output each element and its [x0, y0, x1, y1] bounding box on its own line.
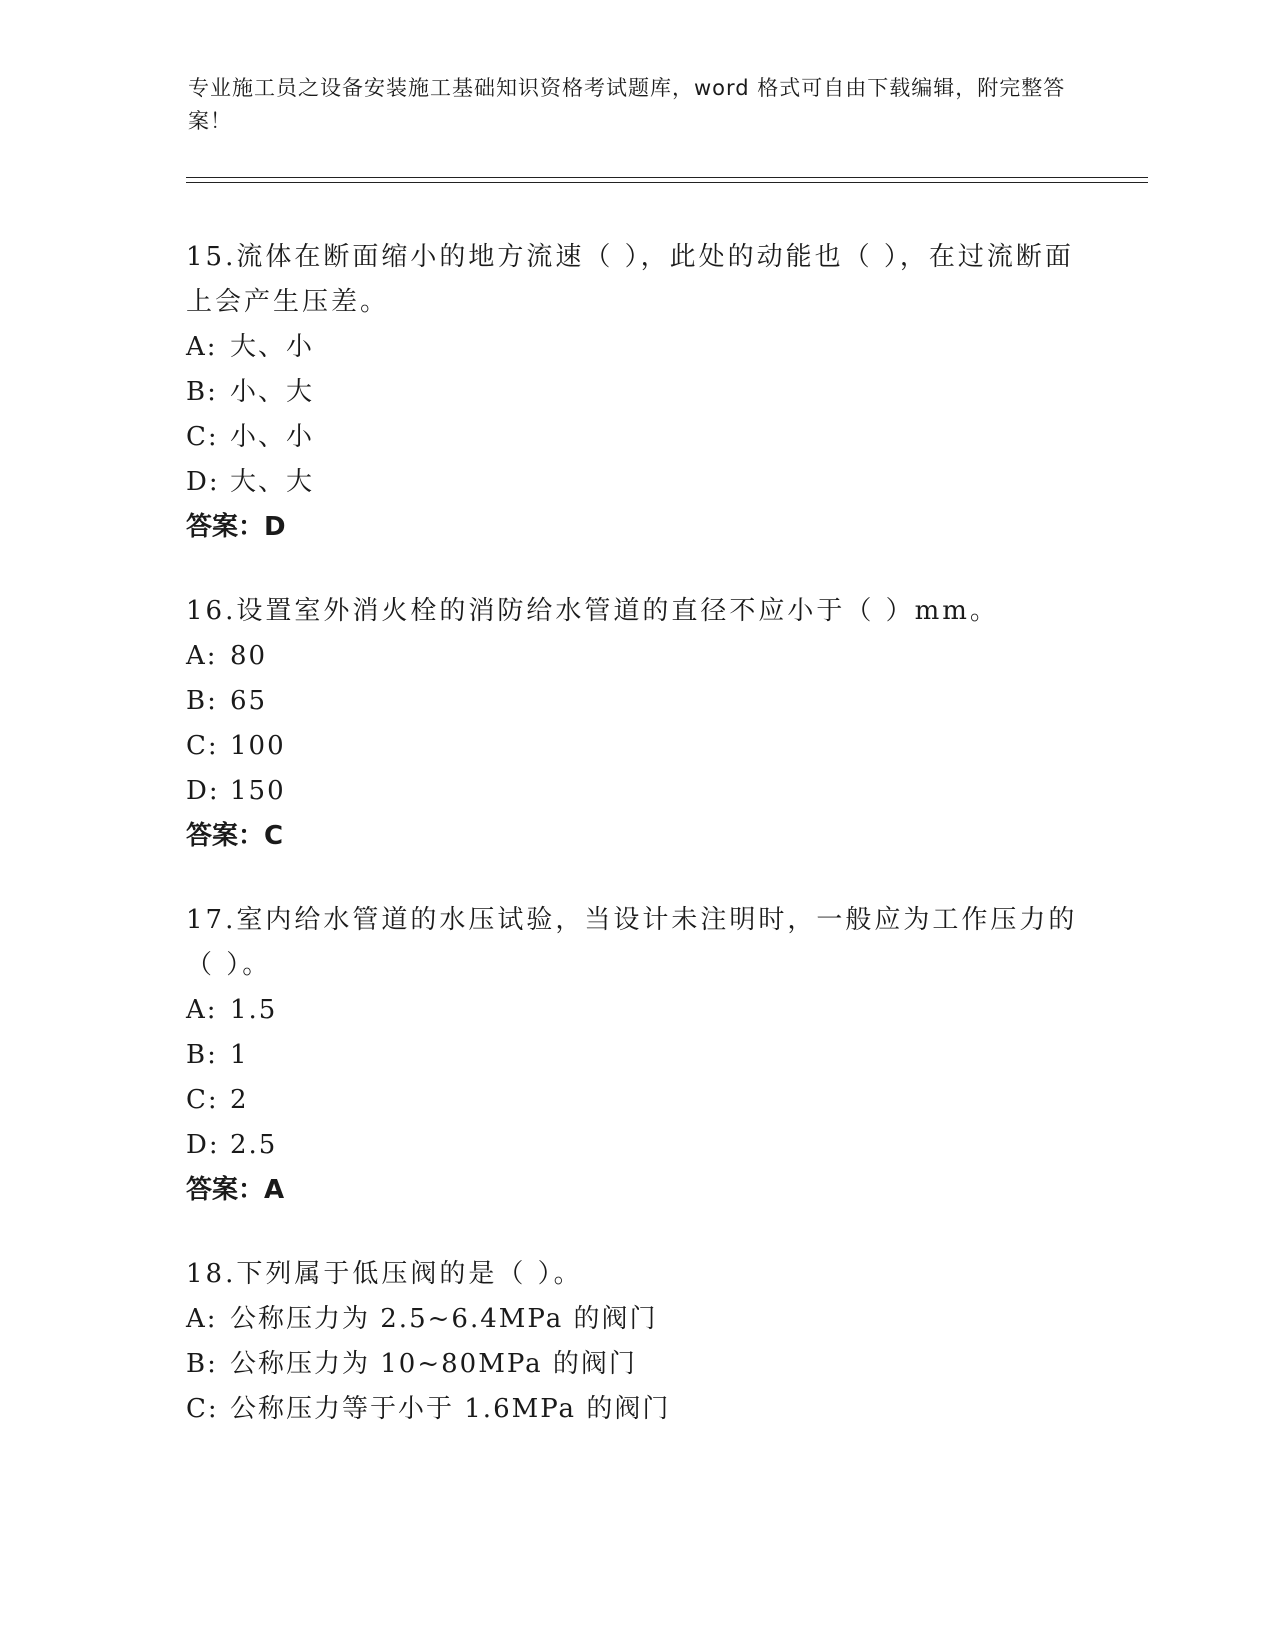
- option-text: 1: [230, 1040, 249, 1070]
- question-17: [186, 898, 1086, 1213]
- option-text: 公称压力为 10~80MPa 的阀门: [230, 1349, 637, 1379]
- option-b: [186, 370, 1086, 415]
- question-stem: 18.下列属于低压阀的是（ ）。: [186, 1259, 583, 1289]
- option-a: [186, 1297, 1086, 1342]
- option-text: 80: [230, 641, 268, 671]
- option-key: C:: [186, 1085, 219, 1115]
- question-15: [186, 235, 1086, 550]
- question-list: [186, 235, 1086, 1471]
- option-key: B:: [186, 1040, 218, 1070]
- option-d: [186, 460, 1086, 505]
- answer-line: 答案：D: [186, 512, 286, 542]
- question-16: [186, 589, 1086, 859]
- question-stem: 17.室内给水管道的水压试验，当设计未注明时，一般应为工作压力的（ ）。: [186, 905, 1078, 980]
- option-key: B:: [186, 1349, 218, 1379]
- option-text: 150: [230, 776, 286, 806]
- option-text: 公称压力为 2.5~6.4MPa 的阀门: [230, 1304, 658, 1334]
- option-key: A:: [186, 332, 218, 362]
- answer-line: 答案：C: [186, 821, 284, 851]
- option-a: [186, 988, 1086, 1033]
- question-stem: 15.流体在断面缩小的地方流速（ ），此处的动能也（ ），在过流断面上会产生压差。: [186, 242, 1074, 317]
- option-key: A:: [186, 641, 218, 671]
- option-b: [186, 1342, 1086, 1387]
- option-c: [186, 1078, 1086, 1123]
- option-key: D:: [186, 776, 220, 806]
- option-key: D:: [186, 1130, 220, 1160]
- question-18: [186, 1252, 1086, 1432]
- option-d: [186, 769, 1086, 814]
- question-stem: 16.设置室外消火栓的消防给水管道的直径不应小于（ ）mm。: [186, 596, 999, 626]
- option-text: 2: [230, 1085, 249, 1115]
- option-text: 小、大: [230, 377, 315, 407]
- option-text: 2.5: [230, 1130, 278, 1160]
- option-text: 1.5: [230, 995, 278, 1025]
- option-text: 大、小: [230, 332, 315, 362]
- option-c: [186, 415, 1086, 460]
- option-text: 65: [230, 686, 268, 716]
- option-text: 公称压力等于小于 1.6MPa 的阀门: [230, 1394, 671, 1424]
- option-key: C:: [186, 1394, 219, 1424]
- option-a: [186, 634, 1086, 679]
- option-text: 小、小: [230, 422, 315, 452]
- option-key: B:: [186, 686, 218, 716]
- option-key: D:: [186, 467, 220, 497]
- option-b: [186, 1033, 1086, 1078]
- header-divider-top: [186, 177, 1148, 178]
- option-text: 大、大: [230, 467, 315, 497]
- option-a: [186, 325, 1086, 370]
- option-b: [186, 679, 1086, 724]
- option-c: [186, 1387, 1086, 1432]
- option-key: C:: [186, 422, 219, 452]
- header-divider-bottom: [186, 182, 1148, 183]
- option-d: [186, 1123, 1086, 1168]
- option-key: A:: [186, 1304, 218, 1334]
- option-text: 100: [230, 731, 286, 761]
- option-key: C:: [186, 731, 219, 761]
- option-c: [186, 724, 1086, 769]
- document-header: 专业施工员之设备安装施工基础知识资格考试题库，word 格式可自由下载编辑，附完整答案！: [188, 76, 1066, 133]
- option-key: A:: [186, 995, 218, 1025]
- option-key: B:: [186, 377, 218, 407]
- answer-line: 答案：A: [186, 1175, 285, 1205]
